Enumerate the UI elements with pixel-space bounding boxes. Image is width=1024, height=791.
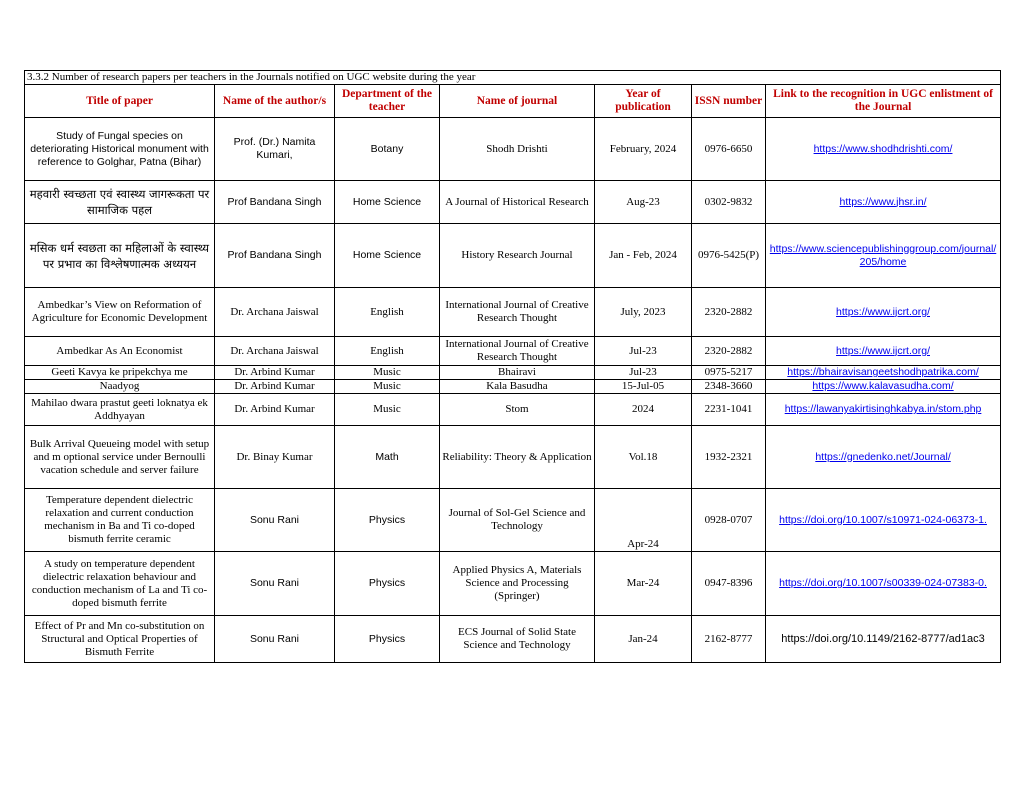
table-row: [25, 181, 1001, 224]
cell-journal: Bhairavi: [440, 366, 595, 380]
cell-year: Jan-24: [595, 616, 692, 663]
cell-journal: Applied Physics A, Materials Science and Processing (Springer): [440, 552, 595, 616]
cell-year: 2024: [595, 394, 692, 426]
cell-department: Music: [335, 366, 440, 380]
cell-issn: 2320-2882: [692, 337, 766, 366]
table-row: [25, 337, 1001, 366]
cell-issn: 1932-2321: [692, 426, 766, 489]
table-row: [25, 552, 1001, 616]
journal-link[interactable]: https://www.ijcrt.org/: [836, 344, 930, 357]
cell-title: A study on temperature dependent dielectric relaxation behaviour and conduction mechanism of La and Ti co-doped bismuth ferrite: [25, 552, 215, 616]
cell-issn: 0928-0707: [692, 489, 766, 552]
cell-department: Home Science: [335, 224, 440, 288]
cell-issn: 0302-9832: [692, 181, 766, 224]
cell-link: [766, 366, 1001, 380]
cell-author: Sonu Rani: [215, 616, 335, 663]
cell-link: [766, 616, 1001, 663]
cell-title: Effect of Pr and Mn co-substitution on Structural and Optical Properties of Bismuth Ferrite: [25, 616, 215, 663]
cell-department: Botany: [335, 118, 440, 181]
cell-title: Mahilao dwara prastut geeti loknatya ek Addhyayan: [25, 394, 215, 426]
cell-author: Dr. Archana Jaiswal: [215, 337, 335, 366]
header-issn: ISSN number: [692, 85, 766, 118]
cell-link: [766, 380, 1001, 394]
cell-author: Dr. Arbind Kumar: [215, 380, 335, 394]
cell-issn: 0975-5217: [692, 366, 766, 380]
table-caption: 3.3.2 Number of research papers per teachers in the Journals notified on UGC website during the year: [25, 71, 1001, 85]
table-row: [25, 288, 1001, 337]
cell-issn: 0976-6650: [692, 118, 766, 181]
table-row: [25, 224, 1001, 288]
cell-journal: Kala Basudha: [440, 380, 595, 394]
header-author: Name of the author/s: [215, 85, 335, 118]
cell-year: Aug-23: [595, 181, 692, 224]
cell-department: Physics: [335, 552, 440, 616]
journal-link[interactable]: https://bhairavisangeetshodhpatrika.com/: [787, 366, 979, 378]
cell-author: Prof. (Dr.) Namita Kumari,: [215, 118, 335, 181]
cell-year: Mar-24: [595, 552, 692, 616]
cell-author: Sonu Rani: [215, 552, 335, 616]
cell-year: Jul-23: [595, 337, 692, 366]
cell-journal: International Journal of Creative Research Thought: [440, 337, 595, 366]
cell-department: Music: [335, 394, 440, 426]
cell-link: [766, 181, 1001, 224]
journal-link[interactable]: https://www.kalavasudha.com/: [812, 380, 954, 392]
cell-link: [766, 426, 1001, 489]
cell-journal: Shodh Drishti: [440, 118, 595, 181]
cell-journal: International Journal of Creative Research Thought: [440, 288, 595, 337]
table-row: [25, 426, 1001, 489]
cell-issn: 2231-1041: [692, 394, 766, 426]
table-row: [25, 118, 1001, 181]
cell-department: Math: [335, 426, 440, 489]
cell-link: [766, 224, 1001, 288]
table-row: [25, 489, 1001, 552]
research-papers-table: [24, 70, 1001, 663]
cell-year: Jul-23: [595, 366, 692, 380]
cell-title: Ambedkar’s View on Reformation of Agriculture for Economic Development: [25, 288, 215, 337]
cell-link: [766, 489, 1001, 552]
cell-issn: 0976-5425(P): [692, 224, 766, 288]
journal-link[interactable]: https://gnedenko.net/Journal/: [815, 450, 951, 463]
cell-link: [766, 337, 1001, 366]
cell-year: July, 2023: [595, 288, 692, 337]
cell-year: February, 2024: [595, 118, 692, 181]
journal-link[interactable]: https://doi.org/10.1007/s10971-024-06373-1.: [779, 513, 987, 526]
cell-year: Apr-24: [595, 489, 692, 552]
cell-journal: Journal of Sol-Gel Science and Technology: [440, 489, 595, 552]
cell-year: Vol.18: [595, 426, 692, 489]
cell-title: Ambedkar As An Economist: [25, 337, 215, 366]
journal-link[interactable]: https://www.jhsr.in/: [839, 195, 927, 208]
cell-journal: ECS Journal of Solid State Science and Technology: [440, 616, 595, 663]
cell-issn: 2320-2882: [692, 288, 766, 337]
cell-link: [766, 118, 1001, 181]
journal-link[interactable]: https://doi.org/10.1007/s00339-024-07383-0.: [779, 577, 987, 589]
header-journal: Name of journal: [440, 85, 595, 118]
cell-title: Bulk Arrival Queueing model with setup and m optional service under Bernoulli vacation schedule and server failure: [25, 426, 215, 489]
cell-author: Dr. Binay Kumar: [215, 426, 335, 489]
journal-link[interactable]: https://www.ijcrt.org/: [836, 305, 930, 318]
journal-link[interactable]: https://doi.org/10.1149/2162-8777/ad1ac3: [781, 632, 985, 645]
cell-department: Physics: [335, 616, 440, 663]
cell-department: Physics: [335, 489, 440, 552]
cell-title: मसिक धर्म स्वछता का महिलाओं के स्वास्थ्य पर प्रभाव का विश्लेषणात्मक अध्ययन: [25, 224, 215, 288]
cell-department: English: [335, 288, 440, 337]
journal-link[interactable]: https://lawanyakirtisinghkabya.in/stom.php: [784, 403, 982, 415]
cell-author: Prof Bandana Singh: [215, 181, 335, 224]
header-title: Title of paper: [25, 85, 215, 118]
journal-link[interactable]: https://www.shodhdrishti.com/: [813, 142, 953, 155]
table-row: [25, 616, 1001, 663]
cell-link: [766, 394, 1001, 426]
cell-title: Naadyog: [25, 380, 215, 394]
cell-issn: 2348-3660: [692, 380, 766, 394]
cell-title: Study of Fungal species on deteriorating Historical monument with reference to Golghar, Patna (Bihar): [25, 118, 215, 181]
cell-link: [766, 552, 1001, 616]
cell-author: Dr. Arbind Kumar: [215, 394, 335, 426]
cell-department: Music: [335, 380, 440, 394]
cell-author: Dr. Archana Jaiswal: [215, 288, 335, 337]
cell-department: English: [335, 337, 440, 366]
header-department: Department of the teacher: [335, 85, 440, 118]
cell-journal: Stom: [440, 394, 595, 426]
cell-title: महवारी स्वच्छता एवं स्वास्थ्य जागरूकता पर सामाजिक पहल: [25, 181, 215, 224]
cell-author: Dr. Arbind Kumar: [215, 366, 335, 380]
cell-title: Geeti Kavya ke pripekchya me: [25, 366, 215, 380]
cell-journal: A Journal of Historical Research: [440, 181, 595, 224]
cell-year: 15-Jul-05: [595, 380, 692, 394]
journal-link[interactable]: https://www.sciencepublishinggroup.com/journal/205/home: [769, 242, 997, 268]
cell-author: Prof Bandana Singh: [215, 224, 335, 288]
cell-journal: Reliability: Theory & Application: [440, 426, 595, 489]
cell-journal: History Research Journal: [440, 224, 595, 288]
cell-author: Sonu Rani: [215, 489, 335, 552]
header-link: Link to the recognition in UGC enlistment of the Journal: [766, 85, 1001, 118]
table-row: [25, 366, 1001, 380]
cell-issn: 0947-8396: [692, 552, 766, 616]
header-row: [25, 85, 1001, 118]
cell-year: Jan - Feb, 2024: [595, 224, 692, 288]
cell-department: Home Science: [335, 181, 440, 224]
table-row: [25, 380, 1001, 394]
header-year: Year of publication: [595, 85, 692, 118]
cell-link: [766, 288, 1001, 337]
table-row: [25, 394, 1001, 426]
cell-title: Temperature dependent dielectric relaxation and current conduction mechanism in Ba and Ti co-doped bismuth ferrite ceramic: [25, 489, 215, 552]
cell-issn: 2162-8777: [692, 616, 766, 663]
